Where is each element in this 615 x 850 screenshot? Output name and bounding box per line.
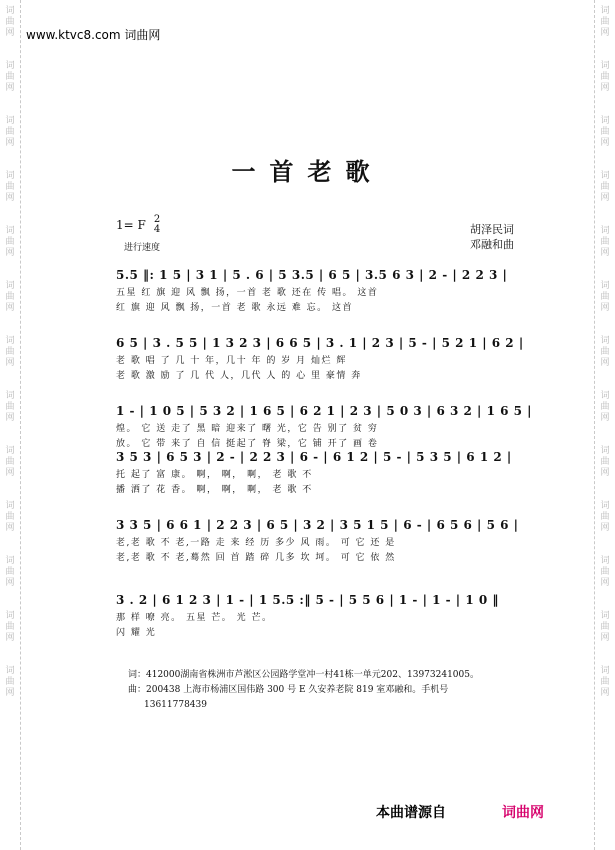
watermark-char: 网 — [600, 303, 610, 313]
watermark-char: 网 — [600, 138, 610, 148]
watermark-char: 词 — [600, 281, 610, 291]
watermark-char: 曲 — [600, 17, 610, 27]
composer-credit: 邓融和曲 — [470, 238, 514, 251]
watermark-char: 网 — [600, 28, 610, 38]
lyric-verse-1: 五星 红 旗 迎 风 飘 扬，一首 老 歌 还在 传 唱。 这首 — [116, 288, 379, 298]
watermark-char: 曲 — [5, 512, 15, 522]
watermark-char: 网 — [600, 358, 610, 368]
watermark-char: 曲 — [5, 347, 15, 357]
source-banner — [376, 802, 544, 822]
watermark-char: 网 — [600, 578, 610, 588]
score-line-2 — [116, 336, 524, 384]
time-signature — [154, 215, 160, 235]
watermark-char: 曲 — [5, 402, 15, 412]
watermark-group — [5, 6, 14, 39]
lyric-verse-2: 老 歌 激 励 了 几 代 人，几代 人 的 心 里 豪情 奔 — [116, 371, 362, 381]
lyric-verse-2: 放。 它 带 来了 自 信 挺起了 脊 梁，它 铺 开了 画 卷 — [116, 439, 379, 449]
watermark-char: 曲 — [5, 17, 15, 27]
watermark-char: 词 — [600, 611, 610, 621]
watermark-group — [600, 116, 609, 149]
notes: 3 3 5 | 6 6 1 | 2 2 3 | 6 5 | 3 2 | 3 5 1 5 | 6 - | 6 5 6 | 5 6 | — [116, 518, 519, 532]
watermark-char: 网 — [600, 413, 610, 423]
lyric-verse-2: 老,老 歌 不 老,蓦然 回 首 踏 碎 几多 坎 坷。 可 它 依 然 — [116, 553, 396, 563]
watermark-char: 词 — [600, 556, 610, 566]
watermark-char: 网 — [5, 578, 15, 588]
score-line-5 — [116, 518, 519, 566]
watermark-group — [600, 501, 609, 534]
watermark-char: 词 — [5, 61, 15, 71]
watermark-char: 网 — [5, 688, 15, 698]
watermark-char: 曲 — [600, 567, 610, 577]
watermark-char: 词 — [600, 391, 610, 401]
watermark-group — [600, 281, 609, 314]
time-top: 2 — [153, 214, 161, 225]
watermark-char: 网 — [600, 193, 610, 203]
watermark-char: 曲 — [5, 237, 15, 247]
composer-phone: 13611778439 — [144, 700, 207, 710]
left-border-rule — [20, 0, 21, 850]
watermark-char: 曲 — [600, 677, 610, 687]
lyric-verse-1: 老,老 歌 不 老,一路 走 来 经 历 多少 风 雨。 可 它 还 是 — [116, 538, 396, 548]
source-label: 本曲谱源自 — [376, 805, 446, 821]
watermark-char: 曲 — [600, 182, 610, 192]
watermark-char: 词 — [600, 446, 610, 456]
key-signature — [116, 215, 160, 235]
watermark-group — [600, 666, 609, 699]
watermark-char: 词 — [5, 556, 15, 566]
watermark-char: 词 — [5, 666, 15, 676]
watermark-char: 网 — [5, 303, 15, 313]
notes: 6 5 | 3 . 5 5 | 1 3 2 3 | 6 6 5 | 3 . 1 | 2 3 | 5 - | 5 2 1 | 6 2 | — [116, 336, 524, 350]
tempo-marking: 进行速度 — [124, 243, 161, 253]
watermark-group — [5, 446, 14, 479]
notes: 3 5 3 | 6 5 3 | 2 - | 2 2 3 | 6 - | 6 1 2 | 5 - | 5 3 5 | 6 1 2 | — [116, 450, 512, 464]
lyric-verse-1: 煌。 它 送 走了 黑 暗 迎来了 曙 光，它 告 别了 贫 穷 — [116, 424, 379, 434]
watermark-char: 词 — [5, 501, 15, 511]
watermark-group — [5, 501, 14, 534]
watermark-char: 词 — [600, 116, 610, 126]
watermark-char: 曲 — [600, 402, 610, 412]
watermark-group — [5, 281, 14, 314]
watermark-group — [600, 446, 609, 479]
watermark-char: 词 — [5, 226, 15, 236]
watermark-group — [5, 336, 14, 369]
watermark-group — [600, 226, 609, 259]
lyric-verse-1: 那 样 嘹 亮。 五星 芒。 光 芒。 — [116, 613, 273, 623]
watermark-group — [5, 61, 14, 94]
contact-footer — [128, 668, 548, 713]
song-title: 一首老歌 — [231, 157, 384, 186]
lyricist-address: 词：412000湖南省株洲市芦淞区公园路学堂冲一村41栋一单元202、13973241005。 — [128, 670, 479, 680]
watermark-char: 网 — [5, 633, 15, 643]
score-line-1 — [116, 268, 516, 316]
watermark-char: 曲 — [5, 182, 15, 192]
watermark-char: 网 — [600, 248, 610, 258]
watermark-group — [600, 391, 609, 424]
watermark-char: 网 — [5, 413, 15, 423]
right-border-rule — [594, 0, 595, 850]
lyric-verse-2: 播 洒了 花 香。 啊， 啊， 啊， 老 歌 不 — [116, 485, 313, 495]
watermark-char: 曲 — [5, 457, 15, 467]
watermark-char: 曲 — [600, 622, 610, 632]
lyricist-credit: 胡泽民词 — [470, 223, 514, 236]
watermark-char: 曲 — [5, 622, 15, 632]
watermark-char: 曲 — [5, 292, 15, 302]
watermark-char: 词 — [5, 171, 15, 181]
watermark-group — [600, 61, 609, 94]
watermark-char: 词 — [5, 281, 15, 291]
credits — [470, 222, 514, 252]
watermark-char: 词 — [5, 6, 15, 16]
watermark-char: 词 — [600, 226, 610, 236]
watermark-char: 网 — [600, 688, 610, 698]
lyric-verse-1: 托 起了 富 康。 啊， 啊， 啊， 老 歌 不 — [116, 470, 313, 480]
watermark-char: 网 — [5, 523, 15, 533]
watermark-char: 词 — [5, 336, 15, 346]
time-bottom: 4 — [153, 224, 161, 235]
lyric-verse-1: 老 歌 唱 了 几 十 年，几十 年 的 岁 月 灿烂 辉 — [116, 356, 347, 366]
watermark-char: 网 — [5, 83, 15, 93]
watermark-char: 词 — [5, 611, 15, 621]
watermark-char: 网 — [5, 358, 15, 368]
watermark-group — [5, 116, 14, 149]
watermark-char: 词 — [600, 171, 610, 181]
watermark-char: 词 — [600, 336, 610, 346]
watermark-char: 词 — [5, 116, 15, 126]
watermark-char: 曲 — [600, 292, 610, 302]
watermark-char: 网 — [600, 523, 610, 533]
left-watermark-column — [1, 0, 19, 850]
watermark-char: 网 — [5, 138, 15, 148]
composer-address: 曲：200438 上海市杨浦区国伟路 300 号 E 久安养老院 819 室邓融和。手机号 — [128, 685, 449, 695]
watermark-char: 词 — [600, 6, 610, 16]
watermark-char: 词 — [600, 501, 610, 511]
watermark-char: 词 — [600, 61, 610, 71]
watermark-char: 曲 — [5, 127, 15, 137]
lyric-verse-2: 闪 耀 光 — [116, 628, 157, 638]
watermark-char: 曲 — [600, 347, 610, 357]
watermark-char: 网 — [600, 468, 610, 478]
watermark-group — [5, 666, 14, 699]
watermark-char: 曲 — [600, 237, 610, 247]
source-brand-link[interactable]: 词曲网 — [502, 805, 544, 821]
watermark-char: 词 — [5, 391, 15, 401]
watermark-group — [600, 336, 609, 369]
notes: 1 - | 1 0 5 | 5 3 2 | 1 6 5 | 6 2 1 | 2 3 | 5 0 3 | 6 3 2 | 1 6 5 | — [116, 404, 533, 418]
watermark-char: 词 — [5, 446, 15, 456]
watermark-char: 网 — [5, 248, 15, 258]
watermark-char: 曲 — [5, 677, 15, 687]
watermark-group — [600, 6, 609, 39]
notes: 5.5 ‖: 1 5 | 3 1 | 5 . 6 | 5 3.5 | 6 5 | 3.5 6 3 | 2 - | 2 2 3 | — [116, 268, 508, 282]
right-watermark-column — [596, 0, 614, 850]
watermark-char: 网 — [600, 633, 610, 643]
key-label: 1= F — [116, 218, 146, 232]
watermark-char: 曲 — [600, 457, 610, 467]
score-line-4 — [116, 450, 516, 498]
watermark-group — [600, 611, 609, 644]
watermark-char: 网 — [5, 28, 15, 38]
watermark-group — [5, 556, 14, 589]
watermark-char: 曲 — [5, 72, 15, 82]
watermark-char: 网 — [5, 193, 15, 203]
watermark-char: 曲 — [600, 72, 610, 82]
watermark-group — [600, 556, 609, 589]
watermark-char: 词 — [600, 666, 610, 676]
score-line-3 — [116, 404, 533, 452]
watermark-char: 曲 — [600, 127, 610, 137]
watermark-group — [5, 391, 14, 424]
watermark-char: 曲 — [600, 512, 610, 522]
watermark-group — [5, 226, 14, 259]
site-url[interactable]: www.ktvc8.com 词曲网 — [26, 28, 161, 42]
notes: 3 . 2 | 6 1 2 3 | 1 - | 1 5.5 :‖ 5 - | 5 5 6 | 1 - | 1 - | 1 0 ‖ — [116, 593, 499, 607]
watermark-char: 网 — [600, 83, 610, 93]
watermark-group — [5, 611, 14, 644]
watermark-char: 曲 — [5, 567, 15, 577]
lyric-verse-2: 红 旗 迎 风 飘 扬，一首 老 歌 永远 难 忘。 这首 — [116, 303, 353, 313]
watermark-char: 网 — [5, 468, 15, 478]
score-line-6 — [116, 593, 516, 641]
